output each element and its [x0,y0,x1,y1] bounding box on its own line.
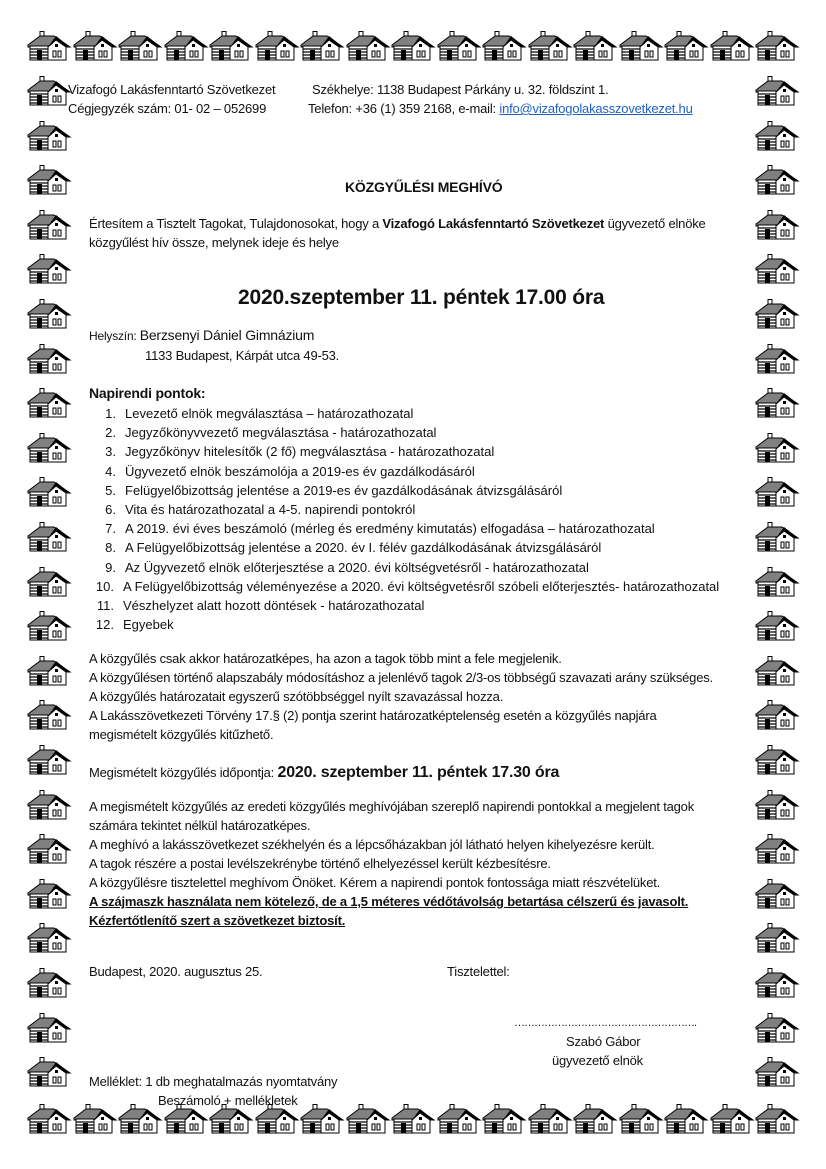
agenda-item [90,558,589,577]
phone-text: Telefon: +36 (1) 359 2168, e-mail: [308,101,500,116]
agenda-text: Egyebek [123,617,174,633]
house-icon [299,1104,345,1134]
house-icon [26,1057,72,1087]
house-icon [754,477,800,507]
house-icon [663,1104,709,1134]
repeat-line-4: A tagok részére a postai levélszekrénybe történő elhelyezéssel került kézbesítésre. [89,856,551,871]
agenda-text: Ügyvezető elnök beszámolója a 2019-es év gazdálkodásáról [125,463,475,479]
repeat-meeting [89,763,559,782]
agenda-number: 7. [105,521,116,537]
registry-number: Cégjegyzék szám: 01- 02 – 052699 [68,101,267,116]
house-icon [345,1104,391,1134]
attachment-2: Beszámoló + mellékletek [158,1093,298,1108]
house-icon [754,1104,800,1134]
intro-line-2: közgyűlést hív össze, melynek ideje és helye [89,235,339,250]
page-title: KÖZGYŰLÉSI MEGHÍVÓ [345,179,503,195]
agenda-text: A Felügyelőbizottság jelentése a 2020. év I. félév gazdálkodásának átvizsgálásáról [125,540,602,556]
agenda-number: 8. [105,540,116,556]
house-icon [754,700,800,730]
house-icon [436,1104,482,1134]
house-icon [754,31,800,61]
contact-line [308,99,693,118]
agenda-text: Vészhelyzet alatt hozott döntések - határozathozatal [123,598,425,613]
house-icon [299,31,345,61]
seat-address: Székhelye: 1138 Budapest Párkány u. 32. földszint 1. [312,82,609,97]
regards: Tisztelettel: [447,964,510,979]
house-icon [754,76,800,106]
house-icon [26,656,72,686]
location-label: Helyszín: [89,329,140,343]
location-address: 1133 Budapest, Kárpát utca 49-53. [145,348,340,363]
agenda-number: 1. [105,406,116,421]
agenda-item [90,500,415,519]
agenda-text: Vita és határozathozatal a 4-5. napirendi pontokról [125,502,416,517]
agenda-text: Jegyzőkönyv hitelesítők (2 fő) megválasztása - határozathozatal [125,444,495,460]
quorum-line-3: A közgyűlés határozatait egyszerű szótöbbséggel nyílt szavazással hozza. [89,689,504,704]
house-icon [481,31,527,61]
house-icon [26,433,72,463]
agenda-item [90,404,413,423]
house-icon [26,968,72,998]
house-icon [572,31,618,61]
house-icon [754,790,800,820]
repeat-line-5: A közgyűlésre tisztelettel meghívom Önöket. Kérem a napirendi pontok fontossága miatt részvételüket. [89,875,661,890]
house-icon [117,1104,163,1134]
agenda-item [88,596,424,615]
agenda-number: 6. [105,502,116,517]
house-icon [26,611,72,641]
agenda-item [88,615,174,634]
agenda-number: 12. [95,617,114,633]
agenda-item [90,538,601,557]
house-icon [527,1104,573,1134]
house-icon [754,210,800,240]
agenda-number: 5. [105,482,116,498]
repeat-line-2: számára tekintet nélkül határozatképes. [89,818,311,833]
location [89,326,314,346]
agenda-item [90,462,475,481]
agenda-text: Az Ügyvezető elnök előterjesztése a 2020. évi költségvetésről - határozathozatal [125,559,589,575]
repeat-line-3: A meghívó a lakásszövetkezet székhelyén és a lépcsőházakban jól látható helyen kihelyezésre került. [89,837,655,852]
house-icon [72,1104,118,1134]
org-name-bold: Vizafogó Lakásfenntartó Szövetkezet [382,216,605,231]
house-icon [709,1104,755,1134]
attachment-1: Melléklet: 1 db meghatalmazás nyomtatvány [89,1074,338,1089]
house-icon [26,879,72,909]
house-icon [754,611,800,641]
agenda-text: A 2019. évi éves beszámoló (mérleg és eredmény kimutatás) elfogadása – határozathozatal [125,521,655,537]
house-icon [754,433,800,463]
mask-notice: A szájmaszk használata nem kötelező, de a 1,5 méteres védőtávolság betartása célszerű és javasolt. [89,894,689,909]
house-icon [117,31,163,61]
house-icon [26,388,72,418]
house-icon [527,31,573,61]
agenda-item [90,423,436,442]
house-icon [26,567,72,597]
org-name: Vizafogó Lakásfenntartó Szövetkezet [68,82,276,97]
house-icon [709,31,755,61]
house-icon [754,745,800,775]
house-icon [754,656,800,686]
house-icon [26,254,72,284]
house-icon [754,121,800,151]
house-icon [754,879,800,909]
agenda-text: Jegyzőkönyvvezető megválasztása - határozathozatal [125,425,437,441]
intro-line-1: Értesítem a Tisztelt Tagokat, Tulajdonosokat, hogy a Vizafogó Lakásfenntartó Szövetkezet ügyvezető elnöke [89,216,706,231]
agenda-item [90,519,655,538]
agenda-item [88,577,719,596]
house-icon [754,923,800,953]
house-icon [754,388,800,418]
house-icon [754,522,800,552]
house-icon [663,31,709,61]
signature-line: ………………………………………………. [514,1017,697,1029]
house-icon [26,834,72,864]
house-icon [754,968,800,998]
house-icon [754,344,800,374]
house-icon [390,31,436,61]
sanitizer-notice: Kézfertőtlenítő szert a szövetkezet biztosít. [89,913,346,928]
house-icon [254,31,300,61]
agenda-number: 11. [96,598,114,613]
house-icon [26,344,72,374]
repeat-line-1: A megismételt közgyűlés az eredeti közgyűlés meghívójában szereplő napirendi pontokkal a megjelent tagok [89,799,695,814]
house-icon [208,31,254,61]
quorum-line-4: A Lakásszövetkezeti Törvény 17.§ (2) pontja szerint határozatképtelenség esetén a közgyűlés napjára [89,708,657,723]
house-icon [26,923,72,953]
house-icon [26,700,72,730]
house-icon [26,210,72,240]
house-icon [26,522,72,552]
quorum-line-1: A közgyűlés csak akkor határozatképes, ha azon a tagok több mint a fele megjelenik. [89,651,562,666]
quorum-line-2: A közgyűlésen történő alapszabály módosításhoz a jelenlévő tagok 2/3-os többségű szavazati arány szükséges. [89,670,713,685]
house-icon [572,1104,618,1134]
agenda-number: 3. [105,444,116,460]
agenda-text: A Felügyelőbizottság véleményezése a 2020. évi költségvetésről szóbeli előterjesztés- határozathozatal [123,578,720,594]
house-icon [754,254,800,284]
house-icon [754,1013,800,1043]
house-icon [618,1104,664,1134]
repeat-label: Megismételt közgyűlés időpontja: [89,765,278,780]
agenda-text: Felügyelőbizottság jelentése a 2019-es év gazdálkodásának átvizsgálásáról [125,482,563,498]
house-icon [618,31,664,61]
house-icon [26,165,72,195]
repeat-date: 2020. szeptember 11. péntek 17.30 óra [277,764,560,781]
house-icon [26,76,72,106]
house-icon [754,165,800,195]
house-icon [72,31,118,61]
agenda-item [90,481,562,500]
agenda-number: 10. [95,578,114,594]
meeting-date: 2020.szeptember 11. péntek 17.00 óra [238,286,605,309]
house-icon [754,834,800,864]
house-icon [26,31,72,61]
house-icon [26,1104,72,1134]
signer-name: Szabó Gábor [566,1034,641,1049]
house-icon [26,790,72,820]
house-icon [345,31,391,61]
agenda-heading: Napirendi pontok: [89,385,206,401]
house-icon [26,477,72,507]
house-icon [163,31,209,61]
house-icon [26,121,72,151]
agenda-text: Levezető elnök megválasztása – határozathozatal [125,406,414,421]
house-icon [481,1104,527,1134]
email-link[interactable]: info@vizafogolakasszovetkezet.hu [499,101,693,116]
signer-title: ügyvezető elnök [552,1053,643,1068]
agenda-number: 9. [105,559,116,575]
place-date: Budapest, 2020. augusztus 25. [89,964,263,979]
agenda-number: 2. [105,425,116,441]
house-icon [436,31,482,61]
quorum-line-5: megismételt közgyűlés kitűzhető. [89,727,274,742]
house-icon [754,567,800,597]
agenda-number: 4. [105,463,116,479]
house-icon [26,745,72,775]
location-name: Berzsenyi Dániel Gimnázium [139,327,315,343]
house-icon [754,1057,800,1087]
house-icon [26,1013,72,1043]
agenda-item [90,442,494,461]
house-icon [390,1104,436,1134]
house-icon [754,299,800,329]
house-icon [26,299,72,329]
